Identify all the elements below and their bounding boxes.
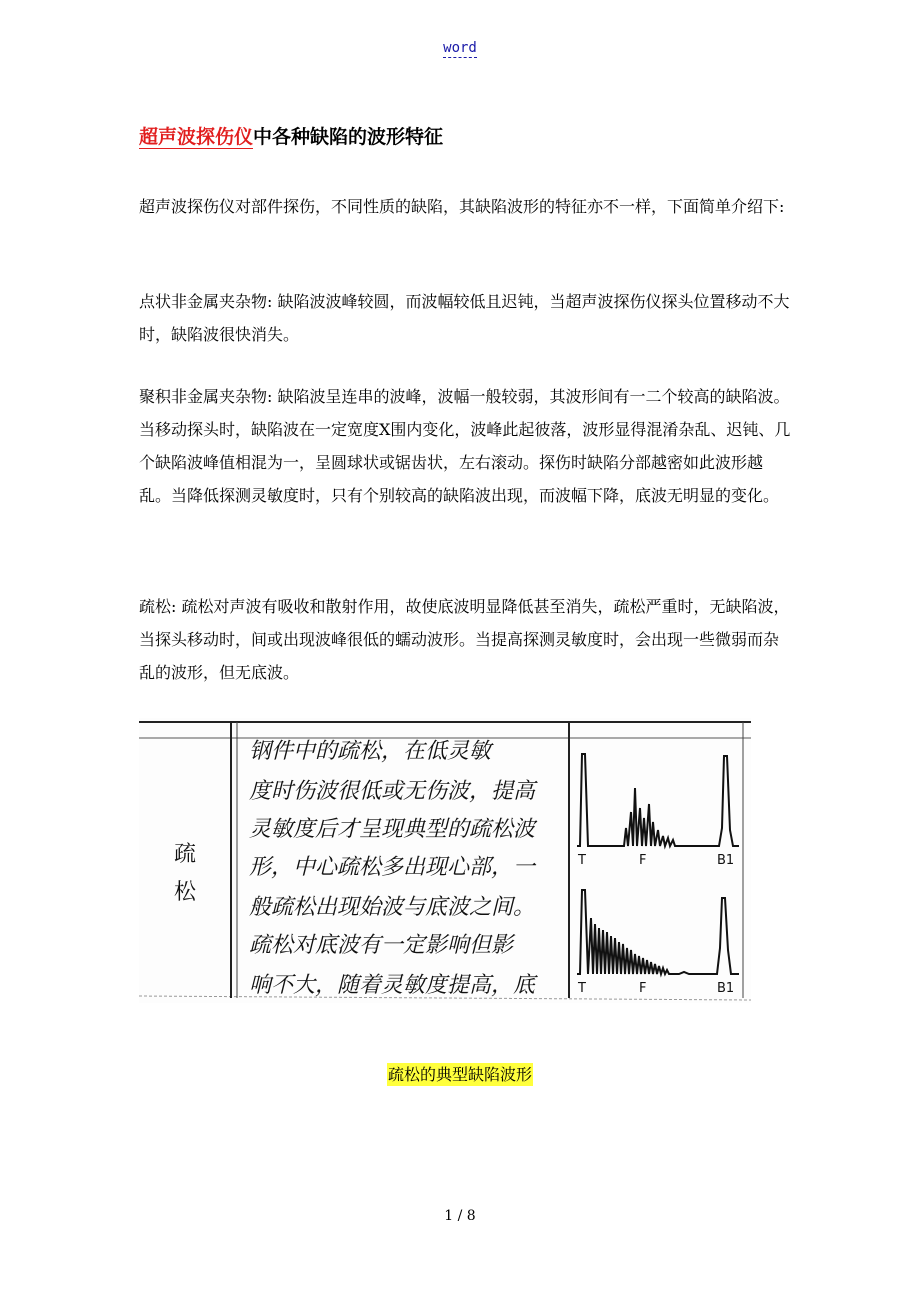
handwritten-line: 形，中心疏松多出现心部，一 <box>249 855 536 880</box>
wave-label-f: F <box>639 981 647 996</box>
header-word-link[interactable]: word <box>443 40 477 56</box>
wave-label-t: T <box>578 981 586 996</box>
handwritten-line: 钢件中的疏松，在低灵敏 <box>249 739 492 764</box>
handwritten-line: 疏松对底波有一定影响但影 <box>249 933 514 958</box>
paragraph-porosity: 疏松: 疏松对声波有吸收和散射作用，故使底波明显降低甚至消失，疏松严重时，无缺陷波，当探头移动时，间或出现波峰很低的蠕动波形。当提高探测灵敏度时，会出现一些微弱而杂乱的波形，但无底波。 <box>139 597 790 682</box>
handwritten-line: 般疏松出现始波与底波之间。 <box>249 895 536 920</box>
handwritten-line: 响不大，随着灵敏度提高，底 <box>249 973 536 998</box>
title-rest: 中各种缺陷的波形特征 <box>253 126 444 148</box>
porosity-waveform-figure <box>139 718 751 1018</box>
page-header <box>0 40 920 56</box>
wave-label-t: T <box>578 853 586 868</box>
handwritten-line: 灵敏度后才呈现典型的疏松波 <box>249 817 536 842</box>
page-number: 1 / 8 <box>444 1208 476 1224</box>
paragraph-point-inclusion: 点状非金属夹杂物: 缺陷波波峰较圆，而波幅较低且迟钝，当超声波探伤仪探头位置移动不大时，缺陷波很快消失。 <box>139 292 790 344</box>
defect-name-char-1: 疏 <box>173 842 197 867</box>
caption-text: 疏松的典型缺陷波形 <box>387 1065 532 1084</box>
wave-label-b1: B1 <box>717 853 735 868</box>
defect-name-char-2: 松 <box>173 880 197 905</box>
wave-label-b1: B1 <box>717 981 735 996</box>
paragraph-clustered-inclusion: 聚积非金属夹杂物: 缺陷波呈连串的波峰，波幅一般较弱，其波形间有一二个较高的缺陷波。当移动探头时，缺陷波在一定宽度X围内变化，波峰此起彼落，波形显得混淆杂乱、迟钝、几个缺陷波峰值相混为一，呈圆球状或锯齿状，左右滚动。探伤时缺陷分部越密如此波形越乱。当降低探测灵敏度时，只有个别较高的缺陷波出现，而波幅下降，底波无明显的变化。 <box>139 387 791 505</box>
document-title <box>139 122 443 149</box>
wave-label-f: F <box>639 853 647 868</box>
title-accent[interactable]: 超声波探伤仪 <box>139 126 254 148</box>
scanned-table-image <box>139 718 751 1018</box>
paragraph-intro: 超声波探伤仪对部件探伤，不同性质的缺陷，其缺陷波形的特征亦不一样，下面简单介绍下: <box>139 197 785 216</box>
figure-caption <box>0 1062 920 1085</box>
handwritten-line: 度时伤波很低或无伤波，提高 <box>249 779 536 804</box>
